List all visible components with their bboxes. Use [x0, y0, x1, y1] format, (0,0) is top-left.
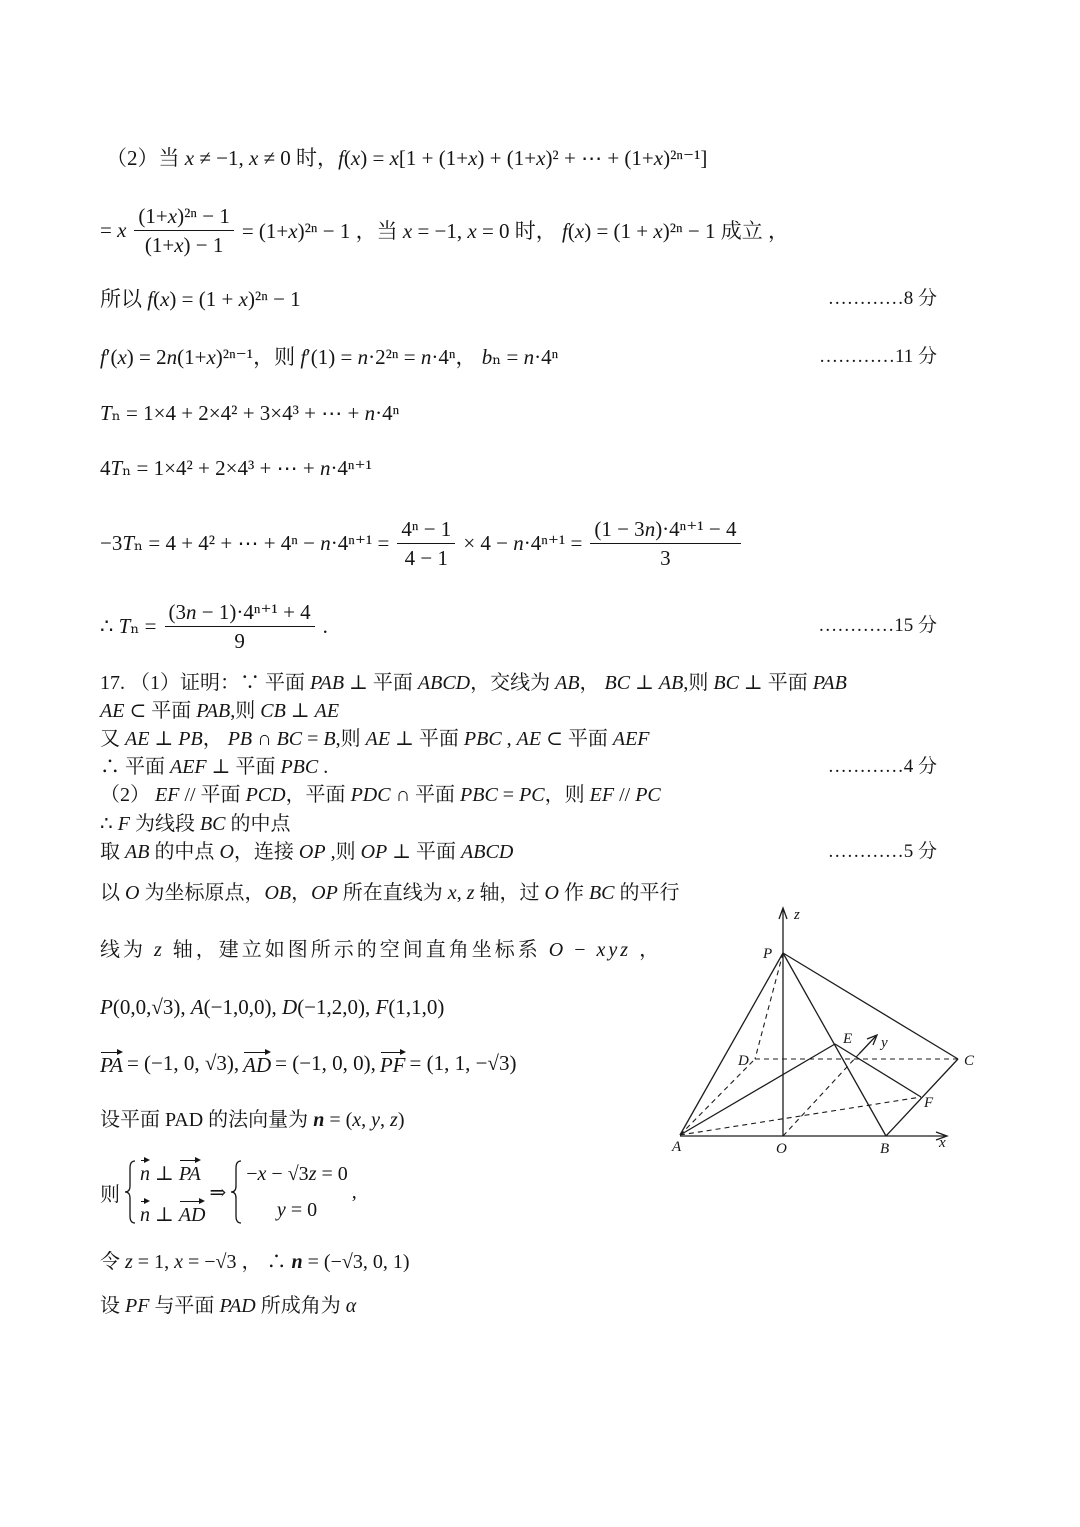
math-variable: ABCD: [461, 841, 514, 863]
math-variable: x: [174, 232, 184, 257]
q17-line-midpoint-o: 取 AB 的中点 O，连接 OP ,则 OP ⊥ 平面 ABCD: [100, 841, 514, 863]
label-y: y: [881, 1035, 888, 1051]
math-variable: OB: [264, 882, 292, 904]
expression-head: −3Tₙ = 4 + 4² + ⋯ + 4ⁿ − n·4ⁿ⁺¹ =: [100, 530, 390, 555]
q17-line-part2-start: （2） EF // 平面 PCD，平面 PDC ∩ 平面 PBC = PC，则 EF // PC: [100, 784, 661, 806]
math-variable: x: [468, 146, 478, 170]
expression-tail: = (1+x)²ⁿ − 1 ，当 x = −1, x = 0 时， f(x) = (1 + x)²ⁿ − 1 成立 ，: [241, 219, 789, 243]
math-variable: PA: [100, 1053, 123, 1077]
math-variable: BC: [276, 728, 303, 750]
fraction-numerator: (1 − 3n)·4ⁿ⁺¹ − 4: [590, 517, 740, 544]
math-variable: O: [544, 882, 559, 904]
math-variable: AB: [555, 672, 580, 694]
condition-row: [140, 1197, 205, 1228]
vector-pa: [100, 1048, 123, 1078]
equation-rows: [246, 1161, 348, 1223]
math-variable: x: [184, 146, 195, 170]
line-tn-result: [100, 596, 328, 656]
math-variable: BC: [713, 672, 739, 694]
normal-vector-n: n: [313, 1109, 325, 1131]
expression-head: ∴ Tₙ =: [100, 613, 157, 638]
fraction-numerator: (3n − 1)·4ⁿ⁺¹ + 4: [165, 600, 315, 627]
line-f-definition: （2）当 x ≠ −1, x ≠ 0 时，f(x) = x[1 + (1+x) + (1+x)² + ⋯ + (1+x)²ⁿ⁻¹]: [106, 146, 708, 170]
math-variable: n: [140, 1204, 150, 1226]
math-variable: n: [320, 530, 331, 555]
math-variable: f: [100, 345, 106, 369]
math-variable: PCD: [245, 784, 286, 806]
vector-ad: [179, 1197, 206, 1228]
math-variable: n: [140, 1163, 150, 1185]
math-variable: n: [420, 345, 432, 369]
q17-line-normal-vector: [100, 1106, 405, 1134]
math-variable: P: [100, 995, 113, 1019]
vector-n: [140, 1197, 150, 1228]
math-variable: n: [166, 345, 178, 369]
label-p: P: [763, 946, 773, 962]
math-variable: z: [390, 1109, 398, 1131]
math-variable: x: [447, 882, 457, 904]
edge-pc: [783, 953, 958, 1059]
score-marker: …………4 分: [827, 756, 937, 777]
math-variable: BC: [199, 813, 226, 835]
pyramid-coordinate-diagram: [660, 895, 990, 1165]
math-variable: x: [167, 203, 178, 228]
math-variable: n: [513, 530, 524, 555]
expression-middle: × 4 − n·4ⁿ⁺¹ =: [463, 530, 583, 555]
math-variable: x: [574, 219, 585, 243]
math-variable: x: [257, 1163, 267, 1185]
math-variable: ABCD: [417, 672, 471, 694]
label-a: A: [672, 1139, 682, 1155]
line-tn-sum: Tₙ = 1×4 + 2×4² + 3×4³ + ⋯ + n·4ⁿ: [100, 401, 400, 425]
fraction-numerator: 4ⁿ − 1: [397, 517, 455, 544]
math-variable: AE: [125, 728, 150, 750]
score-marker: …………5 分: [827, 841, 937, 862]
comma: ,: [351, 1180, 357, 1203]
math-variable: PBC: [463, 728, 502, 750]
fraction-denominator: 9: [234, 628, 245, 653]
math-variable: y: [371, 1109, 381, 1131]
math-variable: z: [125, 1251, 133, 1273]
math-variable: n: [186, 599, 197, 624]
math-variable: n: [319, 456, 331, 480]
q17-line-ae-perp-pbc: 又 AE ⊥ PB， PB ∩ BC = B,则 AE ⊥ 平面 PBC , AE ⊂ 平面 AEF: [100, 728, 650, 750]
score-marker: …………11 分: [818, 346, 937, 367]
perp-symbol: ⊥: [155, 1163, 174, 1185]
math-variable: n: [644, 516, 656, 541]
q17-normal-vector-system: [100, 1157, 357, 1227]
math-variable: AE: [365, 728, 391, 750]
q17-line-let-z: [100, 1248, 410, 1276]
label-o: O: [776, 1141, 787, 1157]
q17-line-proof-start: 17. （1）证明：∵ 平面 PAB ⊥ 平面 ABCD，交线为 AB， BC ⊥ AB,则 BC ⊥ 平面 PAB: [100, 672, 847, 694]
math-variable: z: [154, 939, 165, 961]
fraction-numerator: (1+x)²ⁿ − 1: [134, 204, 233, 231]
math-variable: x: [117, 217, 127, 242]
vector-value: = (−1, 0, 0),: [275, 1050, 376, 1075]
fraction-denominator: 3: [660, 545, 671, 570]
vector-value: = (−1, 0, √3),: [126, 1050, 240, 1075]
math-variable: BC: [588, 882, 615, 904]
math-variable: y: [276, 1199, 286, 1221]
text: = (x, y, z): [329, 1109, 405, 1131]
q17-line-plane-perp: ∴ 平面 AEF ⊥ 平面 PBC .: [100, 756, 329, 778]
text: 设平面 PAD 的法向量为: [100, 1109, 309, 1131]
line-f-simplified: [100, 200, 789, 260]
math-variable: f: [338, 146, 344, 170]
vector-n: [140, 1156, 150, 1187]
math-variable: CB: [260, 700, 286, 722]
label-e: E: [843, 1031, 853, 1047]
math-variable: O: [219, 841, 234, 863]
math-variable: PF: [379, 1053, 406, 1077]
label-f: F: [924, 1095, 934, 1111]
line-4tn-sum: 4Tₙ = 1×4² + 2×4³ + ⋯ + n·4ⁿ⁺¹: [100, 456, 372, 480]
math-variable: n: [523, 345, 535, 369]
math-variable: f: [147, 287, 154, 311]
math-variable: x: [174, 1251, 183, 1273]
q17-line-ae-in-plane: AE ⊂ 平面 PAB,则 CB ⊥ AE: [100, 700, 340, 722]
segment-ae: [680, 1044, 835, 1135]
math-variable: OP: [298, 841, 326, 863]
normal-vector-n: n: [291, 1251, 303, 1273]
math-variable: x: [117, 345, 127, 369]
math-variable: x: [467, 219, 477, 243]
text: 令 z = 1, x = −√3 ， ∴: [100, 1251, 287, 1273]
left-brace: [124, 1160, 136, 1224]
line-derivative: f′(x) = 2n(1+x)²ⁿ⁻¹，则 f′(1) = n·2²ⁿ = n·4ⁿ， bₙ = n·4ⁿ: [100, 345, 559, 369]
math-variable: F: [117, 813, 130, 835]
label-d: D: [738, 1053, 749, 1069]
math-variable: b: [481, 345, 493, 369]
math-variable: T: [122, 530, 135, 555]
math-variable: O: [125, 882, 140, 904]
math-variable: OP: [311, 882, 338, 904]
math-variable: T: [110, 456, 123, 480]
condition-row: [140, 1156, 201, 1187]
math-variable: BC: [604, 672, 631, 694]
math-variable: PAB: [310, 672, 345, 694]
perpendicular-conditions: [140, 1156, 205, 1228]
math-variable: PB: [227, 728, 253, 750]
math-variable: O: [548, 939, 567, 961]
math-variable: xyz: [596, 939, 632, 961]
fraction-denominator: 4 − 1: [404, 545, 448, 570]
q17-line-vectors: [100, 1033, 516, 1093]
label-c: C: [964, 1053, 975, 1069]
q17-line-point-coordinates: P(0,0,√3), A(−1,0,0), D(−1,2,0), F(1,1,0): [100, 995, 445, 1019]
math-variable: PA: [178, 1163, 201, 1185]
math-variable: x: [389, 146, 399, 170]
math-variable: z: [466, 882, 475, 904]
math-variable: T: [100, 401, 112, 425]
math-variable: OP: [360, 841, 388, 863]
fraction: [397, 517, 455, 570]
math-variable: AE: [516, 728, 542, 750]
edge-cb: [886, 1059, 958, 1136]
perp-symbol: ⊥: [155, 1204, 174, 1226]
fraction-denominator: (1+x) − 1: [144, 232, 224, 257]
text: = (−√3, 0, 1): [307, 1251, 410, 1273]
segment-af: [680, 1097, 921, 1135]
math-variable: x: [238, 287, 248, 311]
score-marker: …………15 分: [818, 615, 937, 636]
vector-ad: [243, 1048, 271, 1078]
vector-value: = (1, 1, −√3): [409, 1050, 517, 1075]
math-variable: x: [248, 146, 259, 170]
line-f-result: 所以 f(x) = (1 + x)²ⁿ − 1: [100, 287, 301, 311]
vector-pf: [380, 1048, 406, 1078]
math-variable: PBC: [280, 756, 319, 778]
math-variable: x: [653, 146, 664, 170]
brace-path: [125, 1161, 135, 1223]
math-variable: α: [345, 1295, 357, 1317]
math-variable: z: [308, 1163, 317, 1185]
math-variable: x: [402, 219, 413, 243]
equals-x: = x: [100, 217, 127, 242]
math-variable: x: [160, 287, 170, 311]
implies-arrow: ⇒: [209, 1181, 227, 1204]
label-b: B: [880, 1141, 890, 1157]
math-variable: n: [357, 345, 369, 369]
math-variable: AEF: [170, 756, 207, 778]
math-variable: PF: [125, 1295, 150, 1317]
math-variable: A: [190, 995, 204, 1019]
equation-row: y = 0: [276, 1199, 318, 1221]
math-variable: T: [118, 613, 131, 638]
brace-path: [231, 1161, 241, 1223]
math-variable: PAD: [219, 1295, 256, 1317]
math-variable: D: [282, 995, 298, 1019]
math-variable: PC: [519, 784, 545, 806]
math-variable: AE: [314, 700, 340, 722]
equation-row: −x − √3z = 0: [246, 1163, 348, 1185]
fraction: [165, 600, 315, 653]
q17-line-angle-alpha: 设 PF 与平面 PAD 所成角为 α: [100, 1295, 357, 1317]
math-variable: AD: [243, 1053, 272, 1077]
math-variable: AE: [100, 700, 125, 722]
q17-line-midpoint-f: ∴ F 为线段 BC 的中点: [100, 813, 291, 835]
y-axis-hidden: [783, 1054, 859, 1136]
line-minus-3tn: [100, 513, 745, 573]
fraction: [590, 517, 740, 570]
math-variable: PB: [178, 728, 203, 750]
math-variable: f: [300, 345, 307, 369]
math-variable: PDC: [350, 784, 391, 806]
q17-line-coordinate-system: 线为 z 轴，建立如图所示的空间直角坐标系 O − xyz ，: [100, 939, 663, 961]
period: .: [322, 613, 328, 638]
math-variable: B: [323, 728, 336, 750]
math-variable: EF: [155, 784, 180, 806]
then-label: 则: [100, 1183, 120, 1206]
math-variable: AB: [658, 672, 684, 694]
math-variable: AEF: [612, 728, 650, 750]
math-variable: x: [206, 345, 216, 369]
math-variable: EF: [589, 784, 615, 806]
math-variable: x: [653, 219, 663, 243]
fraction: [134, 204, 233, 257]
edge-pa: [680, 953, 783, 1135]
math-variable: AB: [125, 841, 150, 863]
label-x: x: [939, 1135, 946, 1151]
vector-pa: [179, 1156, 201, 1187]
math-variable: PBC: [460, 784, 498, 806]
math-variable: x: [536, 146, 546, 170]
math-variable: PC: [635, 784, 661, 806]
q17-line-coordinate-origin: 以 O 为坐标原点，OB，OP 所在直线为 x, z 轴，过 O 作 BC 的平行: [100, 882, 680, 904]
math-variable: f: [562, 219, 568, 243]
math-variable: PAB: [196, 700, 231, 722]
math-variable: AD: [178, 1204, 206, 1226]
math-variable: F: [375, 995, 389, 1019]
math-variable: x: [350, 146, 361, 170]
segment-ef: [835, 1044, 921, 1097]
math-variable: PAB: [812, 672, 847, 694]
math-variable: x: [288, 219, 298, 243]
edge-pd: [755, 953, 783, 1059]
label-z: z: [794, 907, 800, 923]
score-marker: …………8 分: [827, 288, 937, 309]
math-variable: x: [352, 1109, 362, 1131]
left-brace: [230, 1160, 242, 1224]
math-variable: n: [364, 401, 376, 425]
